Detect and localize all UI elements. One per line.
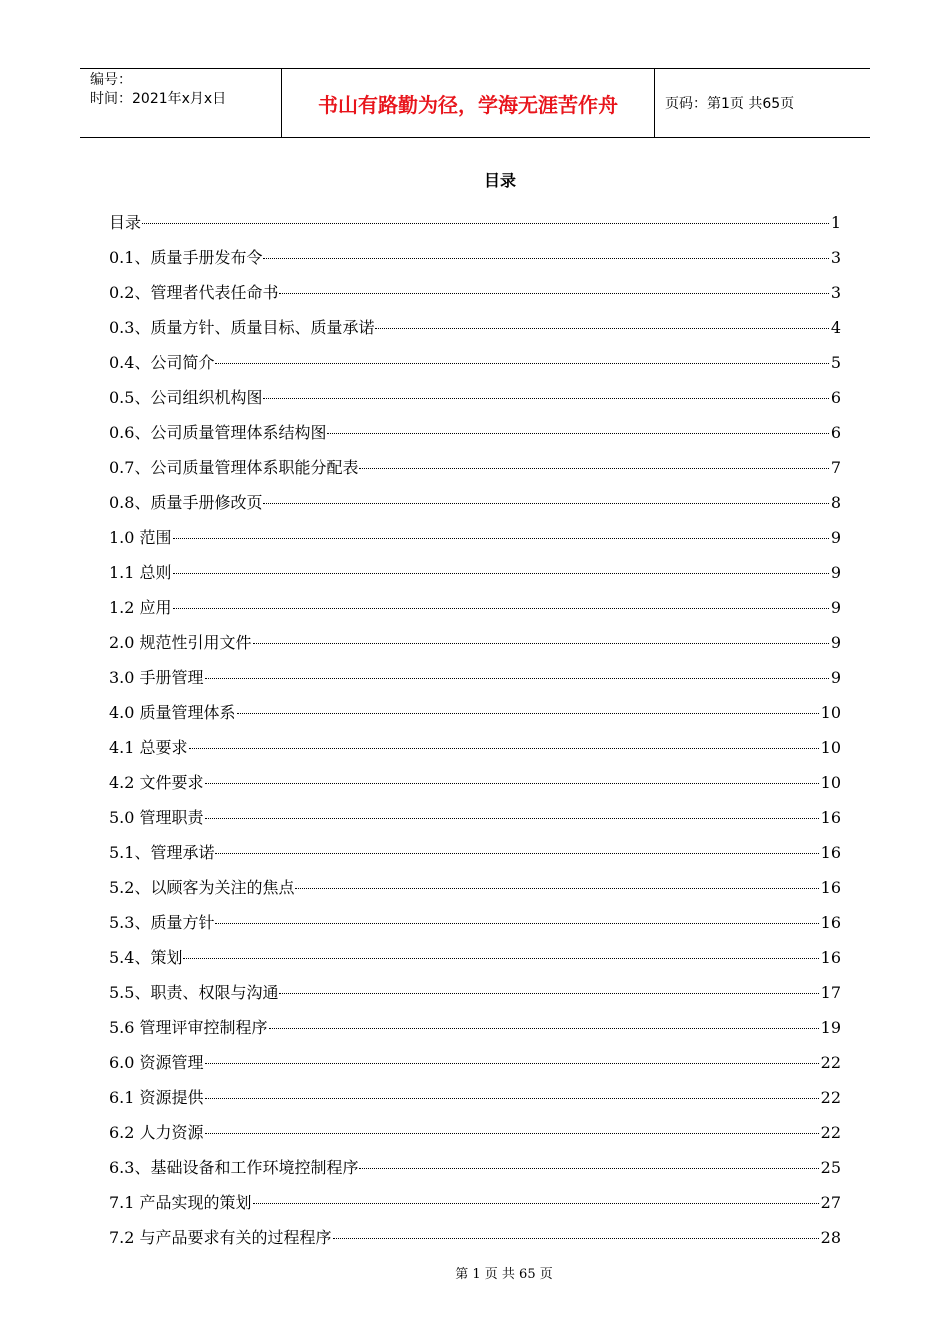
toc-entry-page: 16 <box>820 948 841 967</box>
toc-entry-page: 5 <box>830 353 841 372</box>
toc-dot-leader <box>375 328 828 329</box>
toc-entry-label: 0.8、质量手册修改页 <box>109 493 263 512</box>
toc-entry-label: 1.0 范围 <box>109 528 172 547</box>
toc-entry-page: 3 <box>830 283 841 302</box>
toc-entry-page: 3 <box>830 248 841 267</box>
toc-entry-page: 9 <box>830 528 841 547</box>
toc-dot-leader <box>295 888 818 889</box>
toc-dot-leader <box>263 258 828 259</box>
toc-entry-page: 9 <box>830 598 841 617</box>
toc-entry[interactable] <box>109 383 841 418</box>
toc-dot-leader <box>359 468 828 469</box>
toc-dot-leader <box>215 923 818 924</box>
toc-dot-leader <box>205 1133 819 1134</box>
toc-dot-leader <box>279 293 828 294</box>
toc-entry-page: 22 <box>820 1088 841 1107</box>
toc-entry-page: 10 <box>820 703 841 722</box>
toc-entry-label: 0.1、质量手册发布令 <box>109 248 263 267</box>
toc-dot-leader <box>263 398 828 399</box>
toc-dot-leader <box>173 573 829 574</box>
toc-entry-label: 0.7、公司质量管理体系职能分配表 <box>109 458 359 477</box>
toc-entry-page: 27 <box>820 1193 841 1212</box>
toc-entry-label: 7.2 与产品要求有关的过程程序 <box>109 1228 332 1247</box>
toc-dot-leader <box>253 643 829 644</box>
toc-dot-leader <box>173 538 829 539</box>
toc-dot-leader <box>205 783 819 784</box>
toc-entry-page: 6 <box>830 388 841 407</box>
page-footer: 第 1 页 共 65 页 <box>455 1267 553 1282</box>
toc-entry-label: 2.0 规范性引用文件 <box>109 633 252 652</box>
toc-entry[interactable] <box>109 1188 841 1223</box>
toc-entry-label: 5.1、管理承诺 <box>109 843 215 862</box>
toc-entry[interactable] <box>109 523 841 558</box>
toc-entry[interactable] <box>109 208 841 243</box>
toc-dot-leader <box>253 1203 819 1204</box>
toc-entry-page: 17 <box>820 983 841 1002</box>
toc-entry[interactable] <box>109 698 841 733</box>
header-meta <box>80 69 282 137</box>
toc-entry-label: 5.6 管理评审控制程序 <box>109 1018 268 1037</box>
toc-dot-leader <box>215 363 828 364</box>
toc-entry[interactable] <box>109 768 841 803</box>
toc-entry-page: 16 <box>820 843 841 862</box>
toc-dot-leader <box>189 748 819 749</box>
toc-entry[interactable] <box>109 1083 841 1118</box>
time-label: 时间：2021年x月x日 <box>90 91 227 107</box>
toc-entry-label: 5.3、质量方针 <box>109 913 215 932</box>
toc-entry-page: 22 <box>820 1123 841 1142</box>
toc-dot-leader <box>269 1028 819 1029</box>
toc-dot-leader <box>173 608 829 609</box>
toc-entry[interactable] <box>109 873 841 908</box>
toc-entry-label: 0.5、公司组织机构图 <box>109 388 263 407</box>
toc-entry-label: 0.3、质量方针、质量目标、质量承诺 <box>109 318 375 337</box>
toc-entry[interactable] <box>109 243 841 278</box>
toc-entry-page: 10 <box>820 738 841 757</box>
toc-entry-page: 16 <box>820 808 841 827</box>
toc-entry[interactable] <box>109 1013 841 1048</box>
toc-entry-page: 16 <box>820 913 841 932</box>
toc-entry[interactable] <box>109 1153 841 1188</box>
toc-entry[interactable] <box>109 803 841 838</box>
toc-entry-label: 0.6、公司质量管理体系结构图 <box>109 423 327 442</box>
toc-entry[interactable] <box>109 978 841 1013</box>
toc-entry[interactable] <box>109 488 841 523</box>
toc-entry-label: 5.0 管理职责 <box>109 808 204 827</box>
toc-entry[interactable] <box>109 663 841 698</box>
toc-dot-leader <box>279 993 818 994</box>
toc-entry[interactable] <box>109 628 841 663</box>
toc-entry-page: 16 <box>820 878 841 897</box>
toc-entry[interactable] <box>109 593 841 628</box>
toc-entry-page: 6 <box>830 423 841 442</box>
toc-entry-label: 5.5、职责、权限与沟通 <box>109 983 279 1002</box>
toc-entry[interactable] <box>109 908 841 943</box>
toc-dot-leader <box>263 503 828 504</box>
toc-dot-leader <box>183 958 818 959</box>
toc-entry-page: 25 <box>820 1158 841 1177</box>
toc-entry[interactable] <box>109 278 841 313</box>
toc-dot-leader <box>215 853 818 854</box>
toc-entry-label: 0.2、管理者代表任命书 <box>109 283 279 302</box>
toc-dot-leader <box>359 1168 818 1169</box>
toc-entry[interactable] <box>109 838 841 873</box>
toc-entry[interactable] <box>109 453 841 488</box>
toc-entry-page: 1 <box>830 213 841 232</box>
toc-entry-page: 8 <box>830 493 841 512</box>
code-label: 编号： <box>90 72 132 88</box>
toc-dot-leader <box>333 1238 819 1239</box>
toc-entry-label: 7.1 产品实现的策划 <box>109 1193 252 1212</box>
toc-dot-leader <box>205 678 829 679</box>
toc-dot-leader <box>205 818 819 819</box>
toc-entry-page: 22 <box>820 1053 841 1072</box>
toc-entry-page: 9 <box>830 563 841 582</box>
toc-entry-page: 9 <box>830 668 841 687</box>
toc-entry[interactable] <box>109 348 841 383</box>
table-of-contents <box>109 208 841 1258</box>
page-header <box>80 68 870 138</box>
toc-entry[interactable] <box>109 1223 841 1258</box>
toc-entry-page: 9 <box>830 633 841 652</box>
toc-entry[interactable] <box>109 943 841 978</box>
toc-entry-label: 1.1 总则 <box>109 563 172 582</box>
toc-entry-label: 6.0 资源管理 <box>109 1053 204 1072</box>
toc-entry-label: 5.2、以顾客为关注的焦点 <box>109 878 295 897</box>
toc-dot-leader <box>142 223 829 224</box>
toc-entry[interactable] <box>109 1118 841 1153</box>
toc-entry[interactable] <box>109 313 841 348</box>
header-page-info: 页码：第1页 共65页 <box>665 96 795 112</box>
toc-dot-leader <box>205 1098 819 1099</box>
toc-dot-leader <box>327 433 828 434</box>
toc-entry[interactable] <box>109 418 841 453</box>
toc-entry-page: 28 <box>820 1228 841 1247</box>
toc-entry[interactable] <box>109 733 841 768</box>
toc-entry[interactable] <box>109 1048 841 1083</box>
toc-entry[interactable] <box>109 558 841 593</box>
toc-entry-label: 6.3、基础设备和工作环境控制程序 <box>109 1158 359 1177</box>
toc-entry-label: 6.2 人力资源 <box>109 1123 204 1142</box>
toc-entry-label: 1.2 应用 <box>109 598 172 617</box>
toc-entry-label: 4.2 文件要求 <box>109 773 204 792</box>
toc-entry-label: 3.0 手册管理 <box>109 668 204 687</box>
toc-entry-label: 目录 <box>109 213 142 232</box>
toc-dot-leader <box>205 1063 819 1064</box>
toc-dot-leader <box>237 713 819 714</box>
toc-entry-label: 6.1 资源提供 <box>109 1088 204 1107</box>
toc-entry-label: 4.0 质量管理体系 <box>109 703 236 722</box>
toc-title: 目录 <box>483 171 516 190</box>
toc-entry-page: 19 <box>820 1018 841 1037</box>
toc-entry-page: 4 <box>830 318 841 337</box>
toc-entry-label: 5.4、策划 <box>109 948 183 967</box>
toc-entry-page: 10 <box>820 773 841 792</box>
toc-entry-label: 4.1 总要求 <box>109 738 188 757</box>
toc-entry-page: 7 <box>830 458 841 477</box>
toc-entry-label: 0.4、公司简介 <box>109 353 215 372</box>
header-motto: 书山有路勤为径，学海无涯苦作舟 <box>282 69 655 137</box>
